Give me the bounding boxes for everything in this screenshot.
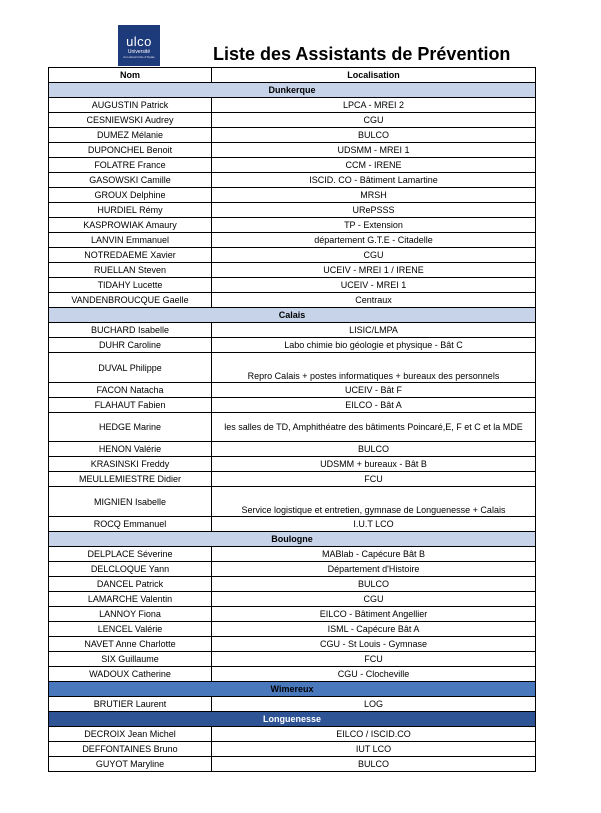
table-header-row — [49, 68, 536, 83]
table-row — [49, 442, 536, 457]
assistant-name: TIDAHY Lucette — [49, 278, 212, 293]
assistant-name: DEFFONTAINES Bruno — [49, 742, 212, 757]
table-row — [49, 188, 536, 203]
assistant-location: MRSH — [212, 188, 536, 203]
table-row — [49, 248, 536, 263]
table-row — [49, 757, 536, 772]
table-row — [49, 457, 536, 472]
assistant-name: LANVIN Emmanuel — [49, 233, 212, 248]
assistant-location: URePSSS — [212, 203, 536, 218]
assistant-name: BUCHARD Isabelle — [49, 323, 212, 338]
table-row — [49, 472, 536, 487]
assistant-location: FCU — [212, 652, 536, 667]
assistant-location: Département d'Histoire — [212, 562, 536, 577]
assistant-location: département G.T.E - Citadelle — [212, 233, 536, 248]
table-row — [49, 158, 536, 173]
assistant-location: BULCO — [212, 757, 536, 772]
assistant-name: LANNOY Fiona — [49, 607, 212, 622]
assistant-name: HENON Valérie — [49, 442, 212, 457]
assistant-location: CGU — [212, 592, 536, 607]
assistant-name: GUYOT Maryline — [49, 757, 212, 772]
assistant-name: FACON Natacha — [49, 383, 212, 398]
table-row — [49, 143, 536, 158]
table-row — [49, 577, 536, 592]
assistant-location: CGU — [212, 113, 536, 128]
section-title: Calais — [49, 308, 536, 323]
table-row — [49, 622, 536, 637]
assistant-name: AUGUSTIN Patrick — [49, 98, 212, 113]
assistant-location: UDSMM + bureaux - Bât B — [212, 457, 536, 472]
table-row — [49, 113, 536, 128]
page-title: Liste des Assistants de Prévention — [213, 44, 511, 64]
assistant-location: CGU — [212, 248, 536, 263]
section-header-row — [49, 712, 536, 727]
assistant-location: ISML - Capécure Bât A — [212, 622, 536, 637]
section-header-row — [49, 83, 536, 98]
table-row — [49, 293, 536, 308]
logo-wordmark: ulco — [126, 34, 152, 49]
table-row — [49, 667, 536, 682]
table-row — [49, 278, 536, 293]
assistant-location: BULCO — [212, 128, 536, 143]
logo-tagline: du Littoral Côte d'Opale — [123, 55, 155, 59]
table-row — [49, 697, 536, 712]
assistant-name: KASPROWIAK Amaury — [49, 218, 212, 233]
assistant-name: DELPLACE Séverine — [49, 547, 212, 562]
table-row — [49, 413, 536, 442]
assistant-location: EILCO / ISCID.CO — [212, 727, 536, 742]
table-row — [49, 98, 536, 113]
table-row — [49, 173, 536, 188]
assistant-location: EILCO - Bât A — [212, 398, 536, 413]
assistant-location: CGU - St Louis - Gymnase — [212, 637, 536, 652]
table-row — [49, 218, 536, 233]
assistant-name: HURDIEL Rémy — [49, 203, 212, 218]
assistant-location: UCEIV - MREI 1 — [212, 278, 536, 293]
assistant-location: MABlab - Capécure Bât B — [212, 547, 536, 562]
assistant-location: UCEIV - MREI 1 / IRENE — [212, 263, 536, 278]
assistant-name: DUPONCHEL Benoit — [49, 143, 212, 158]
assistant-location: EILCO - Bâtiment Angellier — [212, 607, 536, 622]
assistant-name: VANDENBROUCQUE Gaelle — [49, 293, 212, 308]
column-header-name: Nom — [49, 68, 212, 83]
assistant-location: UCEIV - Bât F — [212, 383, 536, 398]
assistant-location: I.U.T LCO — [212, 517, 536, 532]
assistant-location: LPCA - MREI 2 — [212, 98, 536, 113]
table-row — [49, 652, 536, 667]
section-header-row — [49, 532, 536, 547]
assistant-name: FLAHAUT Fabien — [49, 398, 212, 413]
section-header-row — [49, 308, 536, 323]
table-row — [49, 607, 536, 622]
assistant-location: IUT LCO — [212, 742, 536, 757]
assistant-name: CESNIEWSKI Audrey — [49, 113, 212, 128]
assistant-name: SIX Guillaume — [49, 652, 212, 667]
column-header-location: Localisation — [212, 68, 536, 83]
assistant-location: ISCID. CO - Bâtiment Lamartine — [212, 173, 536, 188]
table-row — [49, 323, 536, 338]
table-row — [49, 517, 536, 532]
table-row — [49, 562, 536, 577]
assistant-location: BULCO — [212, 577, 536, 592]
assistant-location: BULCO — [212, 442, 536, 457]
table-row — [49, 398, 536, 413]
table-row — [49, 233, 536, 248]
table-row — [49, 338, 536, 353]
assistant-name: WADOUX Catherine — [49, 667, 212, 682]
assistant-name: KRASINSKI Freddy — [49, 457, 212, 472]
assistant-location: CGU - Clocheville — [212, 667, 536, 682]
ulco-logo — [118, 25, 160, 66]
assistant-location: LISIC/LMPA — [212, 323, 536, 338]
assistant-name: NOTREDAEME Xavier — [49, 248, 212, 263]
assistant-name: DELCLOQUE Yann — [49, 562, 212, 577]
assistant-location: LOG — [212, 697, 536, 712]
assistant-name: DANCEL Patrick — [49, 577, 212, 592]
table-row — [49, 128, 536, 143]
assistant-name: LENCEL Valérie — [49, 622, 212, 637]
assistant-name: DUHR Caroline — [49, 338, 212, 353]
section-header-row — [49, 682, 536, 697]
assistant-name: ROCQ Emmanuel — [49, 517, 212, 532]
assistant-location: Service logistique et entretien, gymnase de Longuenesse + Calais — [212, 487, 536, 517]
assistant-name: DECROIX Jean Michel — [49, 727, 212, 742]
assistant-name: MEULLEMIESTRE Didier — [49, 472, 212, 487]
table-row — [49, 727, 536, 742]
assistant-name: DUMEZ Mélanie — [49, 128, 212, 143]
table-row — [49, 383, 536, 398]
assistant-name: LAMARCHE Valentin — [49, 592, 212, 607]
table-row — [49, 592, 536, 607]
assistant-name: FOLATRE France — [49, 158, 212, 173]
assistant-location: Labo chimie bio géologie et physique - Bât C — [212, 338, 536, 353]
assistant-name: HEDGE Marine — [49, 413, 212, 442]
assistant-location: Centraux — [212, 293, 536, 308]
assistant-name: GROUX Delphine — [49, 188, 212, 203]
assistant-name: NAVET Anne Charlotte — [49, 637, 212, 652]
section-title: Boulogne — [49, 532, 536, 547]
section-title: Dunkerque — [49, 83, 536, 98]
assistant-name: GASOWSKI Camille — [49, 173, 212, 188]
assistant-name: MIGNIEN Isabelle — [49, 487, 212, 517]
assistant-name: BRUTIER Laurent — [49, 697, 212, 712]
assistants-table — [48, 67, 536, 772]
assistant-location: UDSMM - MREI 1 — [212, 143, 536, 158]
table-row — [49, 637, 536, 652]
section-title: Longuenesse — [49, 712, 536, 727]
assistant-name: DUVAL Philippe — [49, 353, 212, 383]
table-row — [49, 487, 536, 517]
assistant-location: FCU — [212, 472, 536, 487]
table-row — [49, 203, 536, 218]
section-title: Wimereux — [49, 682, 536, 697]
table-row — [49, 353, 536, 383]
assistant-location: Repro Calais + postes informatiques + bureaux des personnels — [212, 353, 536, 383]
table-row — [49, 263, 536, 278]
table-row — [49, 742, 536, 757]
assistant-location: TP - Extension — [212, 218, 536, 233]
assistant-location: CCM - IRENE — [212, 158, 536, 173]
assistant-name: RUELLAN Steven — [49, 263, 212, 278]
table-row — [49, 547, 536, 562]
assistant-location: les salles de TD, Amphithéatre des bâtiments Poincaré,E, F et C et la MDE — [212, 413, 536, 442]
logo-subtitle: Université — [127, 49, 151, 55]
